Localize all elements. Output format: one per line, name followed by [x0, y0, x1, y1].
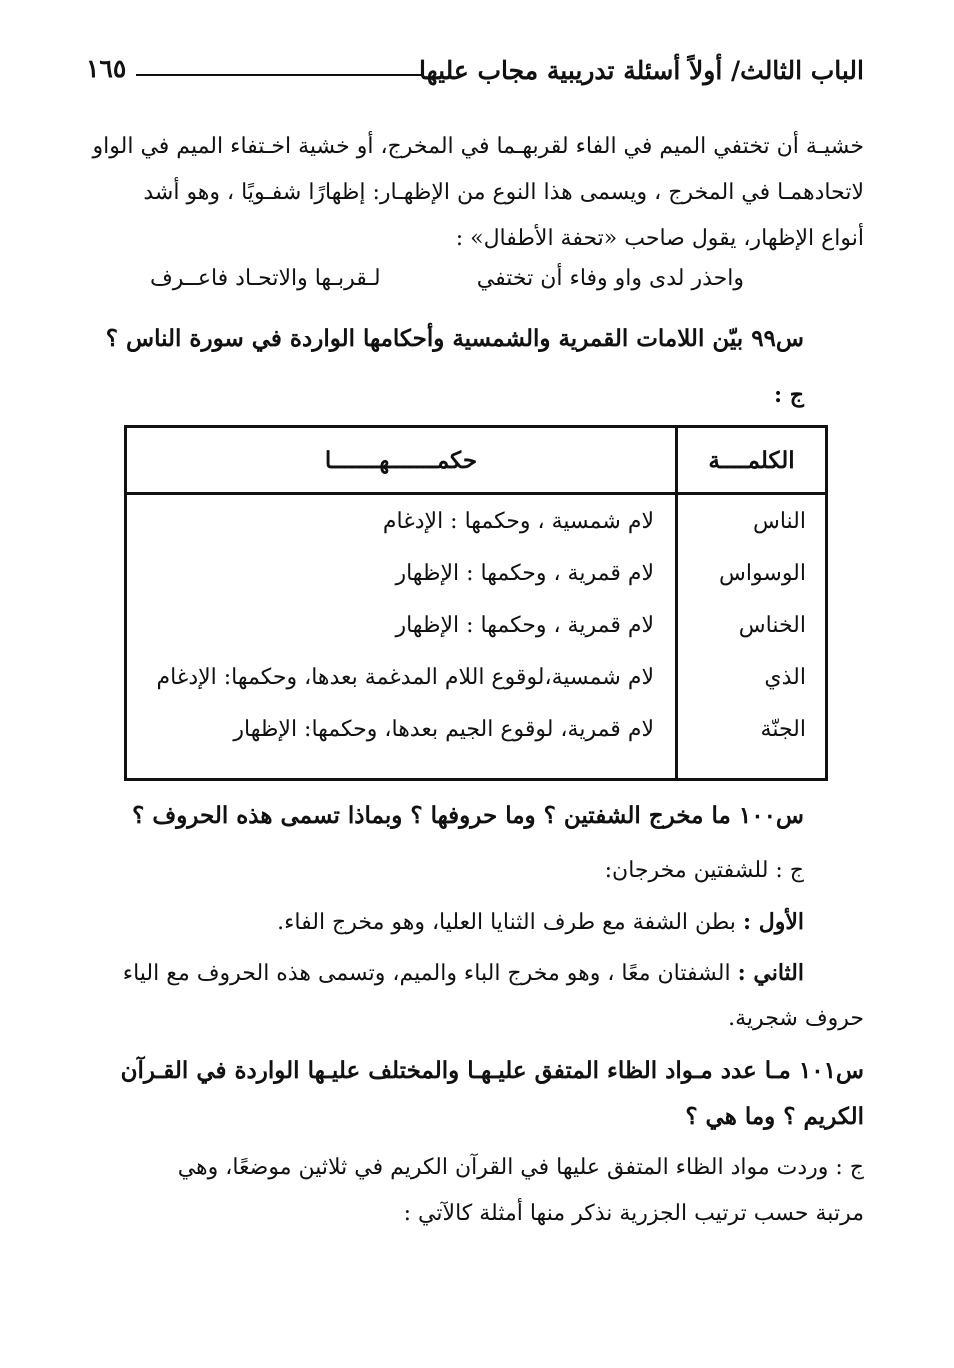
second-label: الثاني :: [737, 960, 804, 986]
page-header: [86, 52, 864, 96]
running-title: الباب الثالث/ أولاً أسئلة تدريبية مجاب عليها: [418, 56, 864, 85]
question-101: [86, 1048, 864, 1140]
answer-101-line: مرتبة حسب ترتيب الجزرية نذكر منها أمثلة كالآتي :: [403, 1201, 864, 1226]
table-cell-rule: لام شمسية،لوقوع اللام المدغمة بعدها، وحكمها: الإدغام: [156, 665, 654, 690]
answer-101-line: ج : وردت مواد الظاء المتفق عليها في القرآن الكريم في ثلاثين موضعًا، وهي: [177, 1155, 864, 1180]
table-cell-rule: لام شمسية ، وحكمها : الإدغام: [382, 509, 654, 534]
second-line: [86, 950, 804, 997]
column-header-rule: حكمـــــــهـــــــا: [126, 427, 677, 494]
second-continuation: حروف شجرية.: [728, 1006, 864, 1031]
table-body-row: [126, 494, 827, 780]
question-99: س٩٩ بيّن اللامات القمرية والشمسية وأحكامها الواردة في سورة الناس ؟: [105, 325, 804, 352]
answer-100-second: [86, 950, 804, 997]
table-cell-rule: لام قمرية ، وحكمها : الإظهار: [395, 561, 654, 586]
question-101-line: س١٠١ مـا عدد مـواد الظاء المتفق عليـهـا والمختلف عليـها الواردة في القـرآن: [120, 1057, 864, 1084]
table-header-row: [126, 427, 827, 494]
answer-101: [86, 1145, 864, 1237]
table-cell-word: الذي: [764, 665, 806, 690]
intro-line: خشيـة أن تختفي الميم في الفاء لقربهـما في المخرج، أو خشية اخـتفاء الميم في الواو: [92, 134, 864, 159]
first-text: بطن الشفة مع طرف الثنايا العليا، وهو مخرج الفاء.: [277, 910, 736, 935]
table-cell-word: الوسواس: [719, 561, 806, 586]
intro-line: أنواع الإظهار، يقول صاحب «تحفة الأطفال» :: [455, 226, 864, 251]
question-101-line: الكريم ؟ وما هي ؟: [685, 1103, 864, 1130]
answer-99-label: ج :: [774, 382, 804, 408]
rules-column: [126, 494, 677, 780]
table-cell-word: الجنّة: [760, 717, 806, 742]
intro-line: لاتحادهمـا في المخرج ، ويسمى هذا النوع من الإظهـار: إظهارًا شفـويًا ، وهو أشد: [143, 180, 864, 205]
table-cell-rule: لام قمرية، لوقوع الجيم بعدها، وحكمها: الإظهار: [233, 717, 654, 742]
verse-second-hemistich: لـقربـها والاتحـاد فاعــرف: [150, 266, 381, 291]
lam-rules-table: [124, 425, 828, 781]
header-rule: [136, 74, 424, 76]
table-cell-word: الناس: [752, 509, 806, 534]
answer-100-first: [86, 899, 804, 946]
verse-first-hemistich: واحذر لدى واو وفاء أن تختفي: [476, 266, 744, 291]
first-label: الأول :: [742, 909, 804, 935]
intro-paragraph: [86, 124, 864, 262]
table-cell-word: الخناس: [738, 613, 806, 638]
words-column: [677, 494, 827, 780]
second-text: الشفتان معًا ، وهو مخرج الباء والميم، وتسمى هذه الحروف مع الياء: [122, 961, 731, 986]
answer-100: ج : للشفتين مخرجان:: [604, 858, 804, 883]
question-100: س١٠٠ ما مخرج الشفتين ؟ وما حروفها ؟ وبماذا تسمى هذه الحروف ؟: [132, 802, 804, 829]
column-header-word: الكلمــــة: [677, 427, 827, 494]
poetry-verse: [150, 266, 744, 306]
page-number: ١٦٥: [86, 54, 127, 83]
table-cell-rule: لام قمرية ، وحكمها : الإظهار: [395, 613, 654, 638]
